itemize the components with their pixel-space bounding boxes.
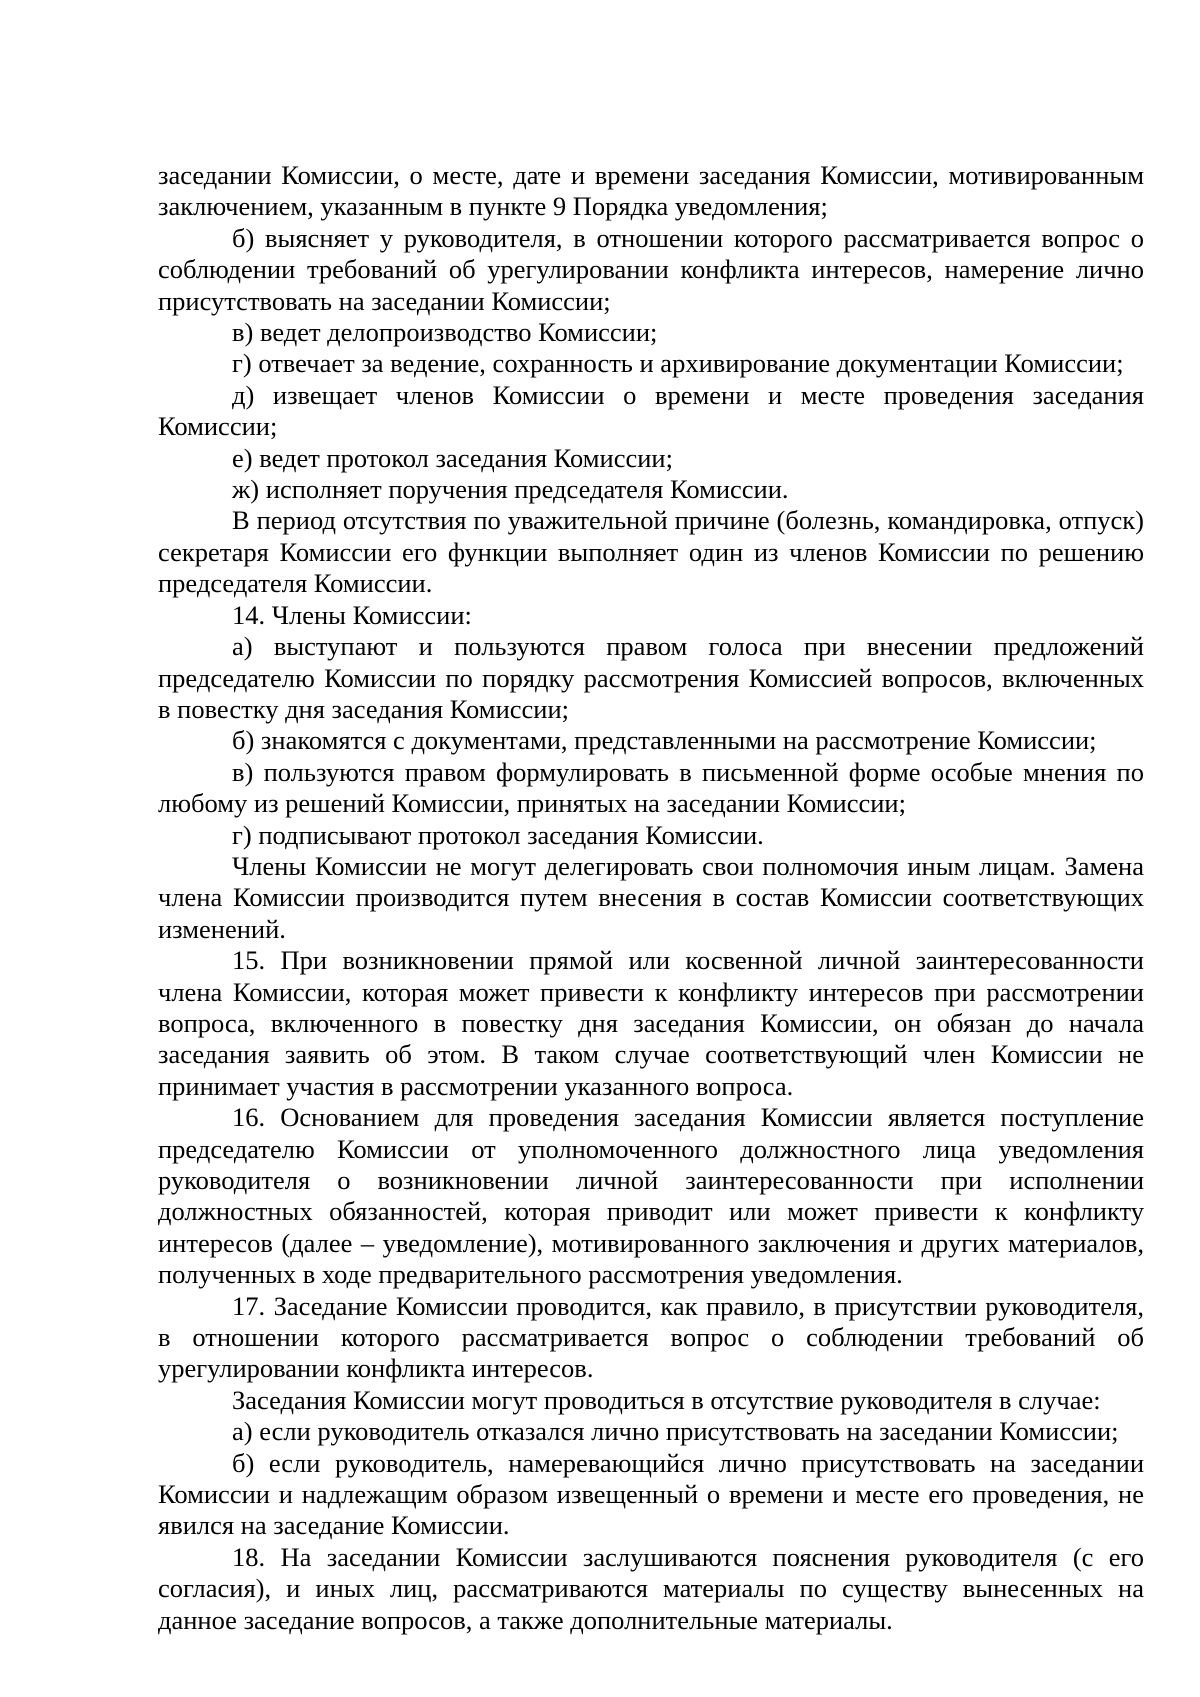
paragraph: заседании Комиссии, о месте, дате и времени заседания Комиссии, мотивированным заключением, указанным в пункте 9 Порядка уведомления; <box>158 160 1144 222</box>
paragraph: Заседания Комиссии могут проводиться в отсутствие руководителя в случае: <box>232 1384 1101 1415</box>
paragraph: 18. На заседании Комиссии заслушиваются пояснения руководителя (с его согласия), и иных лиц, рассматриваются материалы по существу вынесенных на данное заседание вопросов, а также дополнительные материалы. <box>158 1541 1144 1635</box>
paragraph: в) пользуются правом формулировать в письменной форме особые мнения по любому из решений Комиссии, принятых на заседании Комиссии; <box>158 756 1144 819</box>
paragraph: г) отвечает за ведение, сохранность и архивирование документации Комиссии; <box>232 348 1124 379</box>
paragraph: е) ведет протокол заседания Комиссии; <box>232 442 673 473</box>
paragraph: г) подписывают протокол заседания Комиссии. <box>232 819 764 850</box>
paragraph: б) знакомятся с документами, представленными на рассмотрение Комиссии; <box>232 725 1097 756</box>
paragraph: 16. Основанием для проведения заседания Комиссии является поступление председателю Комиссии от уполномоченного должностного лица уведомления руководителя о возникновении личной заинтересованности при исполнении должностных обязанностей, которая приводит или может привести к конфликту интересов (далее – уведомление), мотивированного заключения и других материалов, полученных в ходе предварительного рассмотрения уведомления. <box>158 1102 1144 1290</box>
paragraph: Члены Комиссии не могут делегировать свои полномочия иным лицам. Замена члена Комиссии производится путем внесения в состав Комиссии соответствующих изменений. <box>158 850 1144 944</box>
document-body <box>158 160 1144 1636</box>
paragraph: В период отсутствия по уважительной причине (болезнь, командировка, отпуск) секретаря Комиссии его функции выполняет один из членов Комиссии по решению председателя Комиссии. <box>158 505 1144 599</box>
paragraph: в) ведет делопроизводство Комиссии; <box>232 317 658 348</box>
paragraph: д) извещает членов Комиссии о времени и месте проведения заседания Комиссии; <box>158 379 1144 442</box>
paragraph: б) выясняет у руководителя, в отношении которого рассматривается вопрос о соблюдении требований об урегулировании конфликта интересов, намерение лично присутствовать на заседании Комиссии; <box>158 222 1144 316</box>
paragraph: а) выступают и пользуются правом голоса при внесении предложений председателю Комиссии по порядку рассмотрения Комиссией вопросов, включенных в повестку дня заседания Комиссии; <box>158 631 1144 724</box>
paragraph: ж) исполняет поручения председателя Комиссии. <box>232 474 789 505</box>
section-heading: 14. Члены Комиссии: <box>232 599 472 630</box>
paragraph: 17. Заседание Комиссии проводится, как правило, в присутствии руководителя, в отношении которого рассматривается вопрос о соблюдении требований об урегулировании конфликта интересов. <box>158 1290 1144 1384</box>
paragraph: б) если руководитель, намеревающийся лично присутствовать на заседании Комиссии и надлежащим образом извещенный о времени и месте его проведения, не явился на заседание Комиссии. <box>158 1447 1144 1541</box>
paragraph: 15. При возникновении прямой или косвенной личной заинтересованности члена Комиссии, которая может привести к конфликту интересов при рассмотрении вопроса, включенного в повестку дня заседания Комиссии, он обязан до начала заседания заявить об этом. В таком случае соответствующий член Комиссии не принимает участия в рассмотрении указанного вопроса. <box>158 945 1144 1101</box>
paragraph: а) если руководитель отказался лично присутствовать на заседании Комиссии; <box>232 1416 1119 1447</box>
